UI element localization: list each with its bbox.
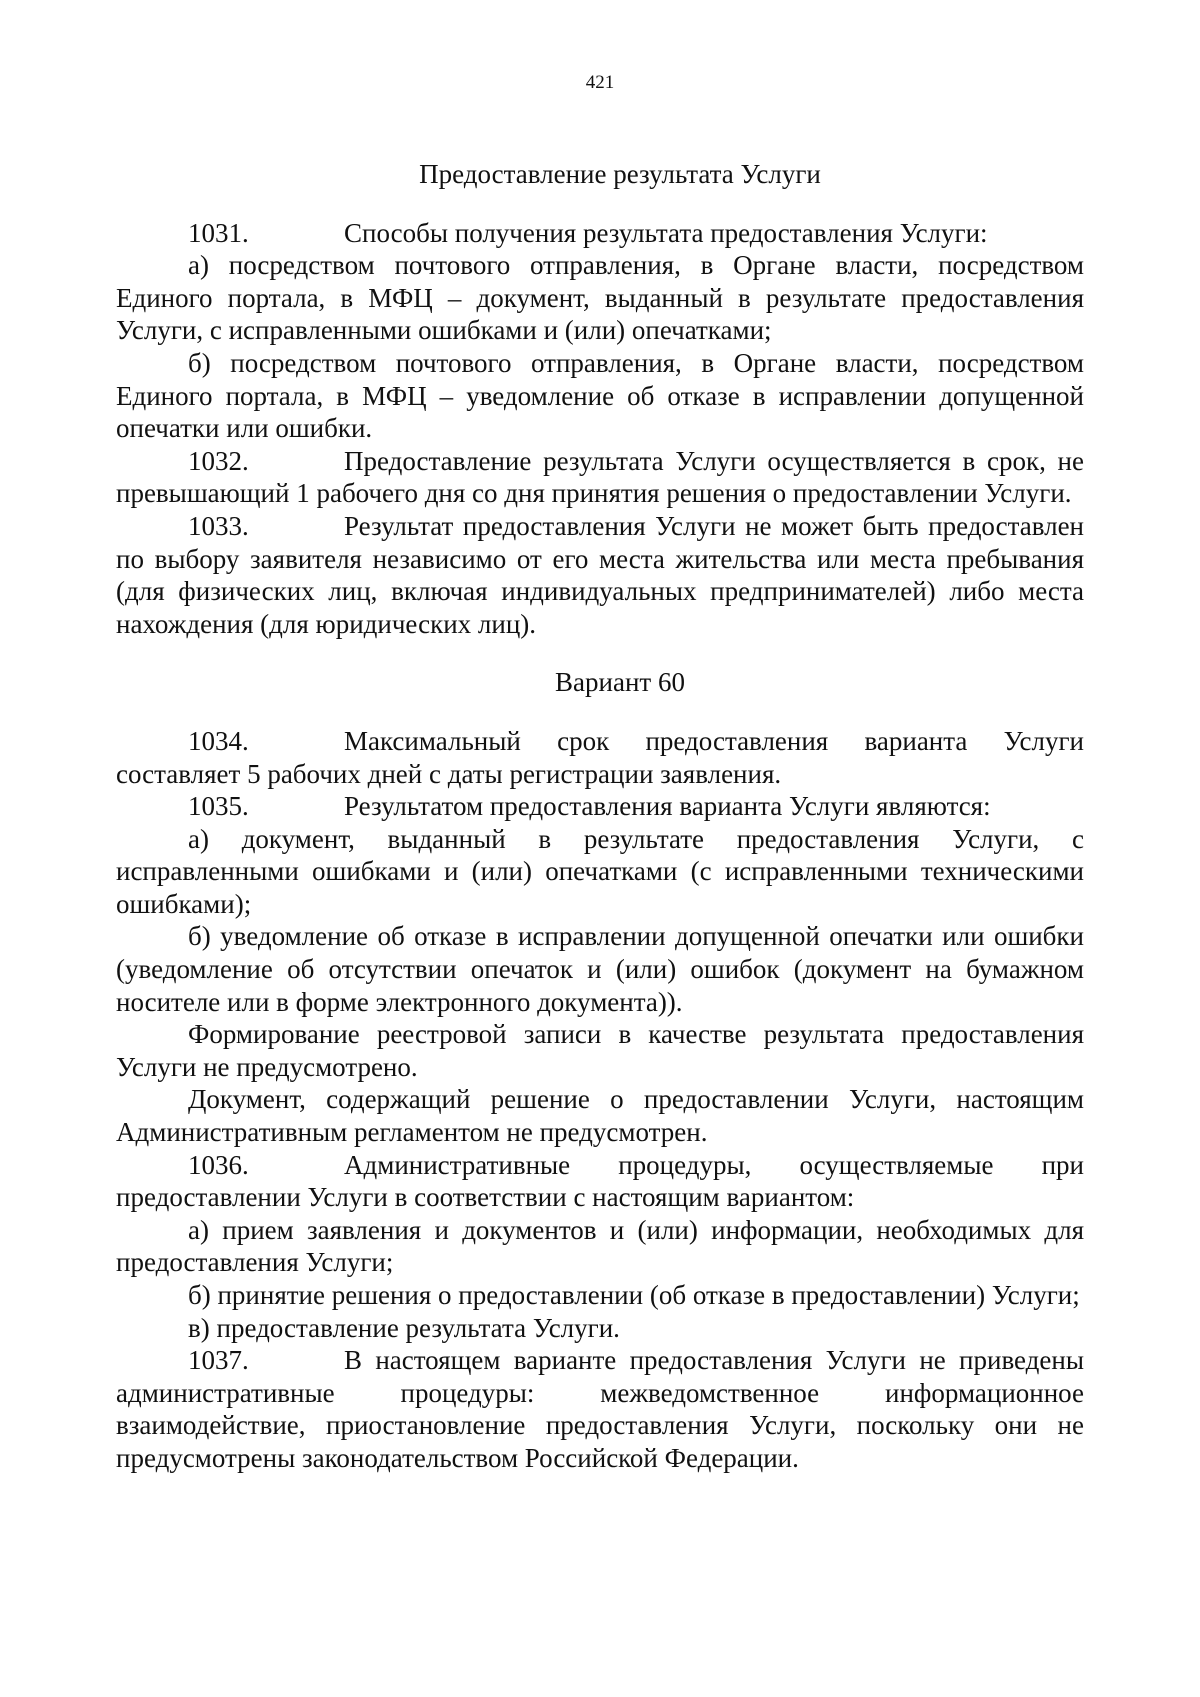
clause-text: Результатом предоставления варианта Услуги являются:	[344, 791, 991, 822]
clause-1034	[116, 725, 1084, 790]
clause-number: 1037.	[188, 1345, 249, 1376]
clause-1037	[116, 1344, 1084, 1474]
clause-1031-b: б) посредством почтового отправления, в Органе власти, посредством Единого портала, в МФЦ – уведомление об отказе в исправлении допущенной опечатки или ошибки.	[116, 347, 1084, 444]
clause-text: Максимальный срок предоставления варианта Услуги составляет 5 рабочих дней с даты регистрации заявления.	[116, 725, 1084, 789]
clause-number: 1031.	[188, 217, 249, 248]
document-body	[116, 158, 1084, 1475]
clause-1031-a: а) посредством почтового отправления, в Органе власти, посредством Единого портала, в МФЦ – документ, выданный в результате предоставления Услуги, с исправленными ошибками и (или) опечатками;	[116, 250, 1084, 346]
clause-text: Предоставление результата Услуги осуществляется в срок, не превышающий 1 рабочего дня со дня принятия решения о предоставлении Услуги.	[116, 445, 1084, 509]
clause-1031	[116, 217, 1084, 250]
clause-1036-a: а) прием заявления и документов и (или) информации, необходимых для предоставления Услуги;	[116, 1214, 1084, 1278]
clause-text: Административные процедуры, осуществляемые при предоставлении Услуги в соответствии с настоящим вариантом:	[116, 1149, 1084, 1213]
clause-1036	[116, 1149, 1084, 1214]
clause-text: Способы получения результата предоставления Услуги:	[344, 217, 988, 248]
page-number: 421	[585, 72, 615, 93]
clause-1035-b: б) уведомление об отказе в исправлении допущенной опечатки или ошибки (уведомление об отсутствии опечаток и (или) ошибок (документ на бумажном носителе или в форме электронного документа)).	[116, 921, 1084, 1017]
paragraph-registry: Формирование реестровой записи в качестве результата предоставления Услуги не предусмотрено.	[116, 1019, 1084, 1082]
clause-number: 1036.	[188, 1149, 249, 1180]
clause-number: 1035.	[188, 791, 249, 822]
clause-1033	[116, 510, 1084, 640]
clause-1035-a: а) документ, выданный в результате предоставления Услуги, с исправленными ошибками и (или) опечатками (с исправленными техническими ошибками);	[116, 823, 1084, 919]
variant-heading: Вариант 60	[555, 667, 685, 698]
clause-1035	[116, 790, 1084, 823]
clause-number: 1034.	[188, 725, 249, 756]
clause-1036-b: б) принятие решения о предоставлении (об отказе в предоставлении) Услуги;	[188, 1280, 1080, 1310]
clause-1032	[116, 445, 1084, 510]
clause-number: 1033.	[188, 510, 249, 541]
clause-text: В настоящем варианте предоставления Услуги не приведены административные процедуры: межведомственное информационное взаимодействие, приостановление предоставления Услуги, поскольку они не предусмотрены законодательством Российской Федерации.	[116, 1345, 1084, 1473]
clause-text: Результат предоставления Услуги не может быть предоставлен по выбору заявителя независимо от его места жительства или места пребывания (для физических лиц, включая индивидуальных предпринимателей) либо места нахождения (для юридических лиц).	[116, 510, 1084, 639]
clause-number: 1032.	[188, 445, 249, 476]
section-heading: Предоставление результата Услуги	[419, 159, 821, 189]
clause-1036-c: в) предоставление результата Услуги.	[188, 1312, 620, 1343]
paragraph-document: Документ, содержащий решение о предоставлении Услуги, настоящим Административным регламентом не предусмотрен.	[116, 1084, 1084, 1148]
